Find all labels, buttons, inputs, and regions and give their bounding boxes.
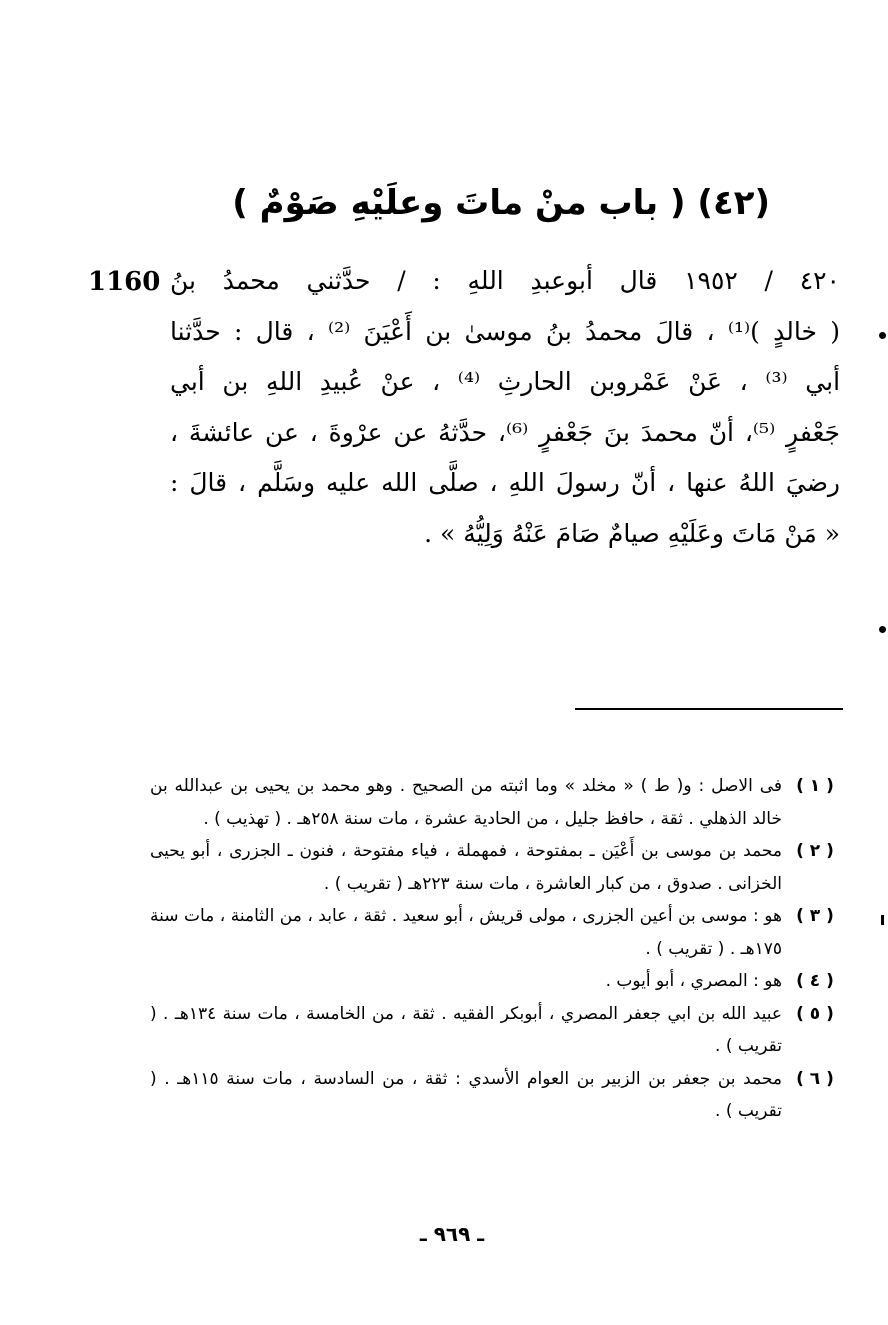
footnote-number: ( ٦ ) [796,1068,834,1089]
page-number: ـ ٩٦٩ ـ [419,1222,485,1246]
footnote [150,835,840,900]
footnotes-section [150,770,840,1128]
footnote-text: عبيد الله بن ابي جعفر المصري ، أبوبكر الفقيه . ثقة ، من الخامسة ، مات سنة ١٣٤هـ . ( تقريب ) . [150,1003,782,1056]
footnote-number: ( ٥ ) [796,1003,834,1024]
footnote [150,900,840,965]
footnote-text: محمد بن موسى بن أَعْيَن ـ بمفتوحة ، فمهملة ، فياء مفتوحة ، فنون ـ الجزرى ، أبو يحيى الخزانى . صدوق ، من كبار العاشرة ، مات سنة ٢٢٣هـ ( تقريب ) . [150,841,782,894]
footnote-text: هو : المصري ، أبو أيوب . [605,971,782,991]
margin-speck [879,626,886,633]
footnote-text: فى الاصل : و( ط ) « مخلد » وما اثبته من الصحيح . وهو محمد بن يحيى بن عبدالله بن خالد الذهلي . ثقة ، حافظ جليل ، من الحادية عشرة ، مات سنة ٢٥٨هـ . ( تهذيب ) . [150,776,782,829]
hadith-text [170,256,840,559]
footnote [150,1063,840,1128]
margin-speck [879,332,886,339]
chapter-title: (٤٢) ( باب منْ ماتَ وعلَيْهِ صَوْمٌ ) [232,183,770,223]
footnote [150,965,840,998]
footnote-number: ( ٤ ) [796,971,834,991]
footnote-number: ( ٣ ) [796,906,834,926]
hadith-line: ( خالدٍ )⁽¹⁾ ، قالَ محمدُ بنُ موسىٰ بن أَعْيَنَ ⁽²⁾ ، قال : حدَّثنا [170,316,840,346]
footnote-text: هو : موسى بن أعين الجزرى ، مولى قريش ، أبو سعيد . ثقة ، عابد ، من الثامنة ، مات سنة ١٧٥هـ . ( تقريب ) . [150,906,782,959]
cross-reference-number: 1160 [88,267,161,297]
footnote-number: ( ٢ ) [796,841,834,861]
footnote-text: محمد بن جعفر بن الزبير بن العوام الأسدي : ثقة ، من السادسة ، مات سنة ١١٥هـ . ( تقريب ) . [150,1068,782,1121]
footnote-divider [575,708,843,710]
hadith-line: أبي ⁽³⁾ ، عَنْ عَمْروبن الحارثِ ⁽⁴⁾ ، عنْ عُبيدِ اللهِ بن أبي [170,367,841,396]
hadith-line: جَعْفرٍ ⁽⁵⁾، أنّ محمدَ بنَ جَعْفرٍ ⁽⁶⁾، حدَّثهُ عن عرْوةَ ، عن عائشةَ ، [170,417,841,447]
footnote [150,998,840,1063]
margin-speck [881,915,884,925]
hadith-line: ٤٢٠ / ١٩٥٢ قال أبوعبدِ اللهِ : / حدَّثني محمدُ بنُ [170,266,840,295]
footnote-number: ( ١ ) [796,776,834,796]
hadith-line: « مَنْ مَاتَ وعَلَيْهِ صيامٌ صَامَ عَنْهُ وَلِيُّهُ » . [424,518,840,548]
footnote [150,770,840,835]
hadith-line: رضيَ اللهُ عنها ، أنّ رسولَ اللهِ ، صلَّى الله عليه وسَلَّم ، قالَ : [170,468,840,497]
